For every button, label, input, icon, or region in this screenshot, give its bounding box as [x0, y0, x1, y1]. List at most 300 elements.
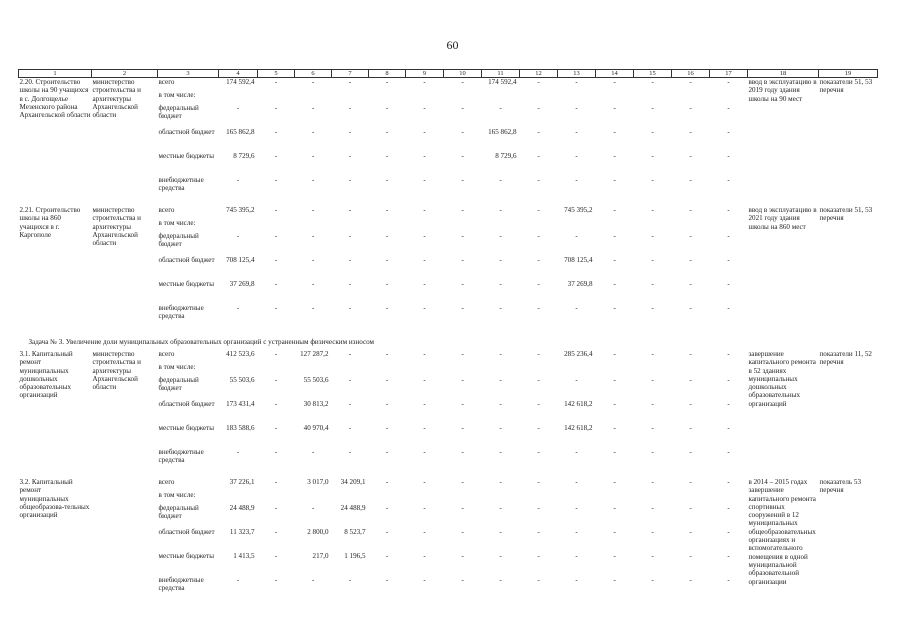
amount-cell: - [311, 280, 315, 288]
amount-cell: - [689, 478, 692, 486]
amount-cell: - [575, 176, 578, 184]
funding-source: всего [158, 206, 175, 214]
indicator: показатели 51, 53 перечня [819, 78, 873, 95]
amount-cell: - [537, 424, 540, 432]
expected-result: завершение капитального ремонта в 52 зданиях муниципальных дошкольных образовательных организаций [748, 350, 816, 408]
amount-cell [332, 91, 369, 104]
funding-source: федеральный бюджет [158, 232, 199, 249]
amount-cell: - [651, 400, 654, 408]
column-number: 10 [444, 70, 482, 78]
amount-cell: - [311, 304, 315, 312]
funding-source: всего [158, 478, 175, 486]
amount-cell [295, 219, 332, 232]
funding-source: всего [158, 78, 175, 86]
amount-cell: - [727, 448, 730, 456]
funding-source: местные бюджеты [158, 152, 215, 160]
amount-cell [444, 219, 482, 232]
amount-cell: - [461, 256, 464, 264]
amount-cell: - [651, 478, 654, 486]
amount-cell: - [274, 256, 278, 264]
amount-cell: - [575, 104, 578, 112]
amount-cell: - [689, 152, 692, 160]
amount-cell: - [575, 152, 578, 160]
amount-cell: - [575, 478, 578, 486]
amount-cell: - [689, 104, 692, 112]
amount-cell: - [348, 256, 352, 264]
amount-cell: 708 125,4 [226, 256, 255, 264]
amount-cell: 745 395,2 [226, 206, 255, 214]
amount-cell: - [274, 152, 278, 160]
amount-cell: - [727, 78, 730, 86]
amount-cell: - [651, 552, 654, 560]
amount-cell: 34 209,1 [340, 478, 366, 486]
amount-cell: - [274, 528, 278, 536]
amount-cell: - [274, 304, 278, 312]
column-number: 3 [158, 70, 219, 78]
amount-cell: - [348, 206, 352, 214]
amount-cell: - [311, 256, 315, 264]
amount-cell: - [613, 478, 616, 486]
funding-source: федеральный бюджет [158, 376, 199, 393]
amount-cell: - [727, 176, 730, 184]
amount-cell: - [689, 424, 692, 432]
amount-cell [596, 91, 634, 104]
amount-cell: 708 125,4 [564, 256, 593, 264]
amount-cell: - [236, 232, 240, 240]
amount-cell: - [274, 206, 278, 214]
amount-cell [710, 363, 748, 376]
amount-cell: - [461, 176, 464, 184]
amount-cell: - [613, 448, 616, 456]
amount-cell: - [689, 176, 692, 184]
amount-cell: - [651, 424, 654, 432]
amount-cell [634, 491, 672, 504]
funding-source: областной бюджет [158, 528, 215, 536]
funding-source: областной бюджет [158, 256, 215, 264]
amount-cell: - [613, 376, 616, 384]
amount-cell: 8 523,7 [344, 528, 366, 536]
amount-cell [558, 91, 596, 104]
amount-cell: - [575, 128, 578, 136]
amount-cell: - [613, 400, 616, 408]
amount-cell [710, 491, 748, 504]
amount-cell [596, 219, 634, 232]
amount-cell: - [423, 104, 426, 112]
amount-cell: - [385, 448, 389, 456]
amount-cell: - [461, 152, 464, 160]
amount-cell: - [274, 280, 278, 288]
amount-cell: - [499, 376, 502, 384]
amount-cell: - [385, 280, 389, 288]
funding-source: внебюджетные средства [158, 576, 204, 593]
amount-cell: - [689, 504, 692, 512]
amount-cell: - [689, 280, 692, 288]
amount-cell: - [423, 304, 426, 312]
spacer [19, 600, 878, 606]
amount-cell: 174 592,4 [226, 78, 255, 86]
amount-cell: - [236, 104, 240, 112]
amount-cell: 745 395,2 [564, 206, 593, 214]
amount-cell: 285 236,4 [564, 350, 593, 358]
amount-cell: - [689, 232, 692, 240]
column-number: 13 [558, 70, 596, 78]
amount-cell: - [499, 232, 502, 240]
amount-cell: - [348, 176, 352, 184]
amount-cell [369, 219, 406, 232]
amount-cell: - [461, 376, 464, 384]
amount-cell: - [423, 128, 426, 136]
amount-cell: - [461, 206, 464, 214]
executor: министерство строительства и архитектуры Архангельской области [92, 206, 141, 248]
amount-cell: - [499, 528, 502, 536]
column-number: 8 [369, 70, 406, 78]
measure-name: 3.2. Капитальный ремонт муниципальных общеобразова-тельных организаций [19, 478, 90, 520]
amount-cell: - [348, 448, 352, 456]
amount-cell: - [727, 152, 730, 160]
amount-cell: - [423, 552, 426, 560]
amount-cell: - [348, 78, 352, 86]
amount-cell: - [727, 304, 730, 312]
amount-cell: - [385, 552, 389, 560]
amount-cell: - [613, 552, 616, 560]
amount-cell [295, 91, 332, 104]
expected-result: ввод в эксплуатацию в 2019 году здания школы на 90 мест [748, 78, 817, 103]
amount-cell: - [461, 400, 464, 408]
amount-cell: - [274, 176, 278, 184]
amount-cell: - [461, 280, 464, 288]
amount-cell: 173 431,4 [226, 400, 255, 408]
amount-cell: - [613, 206, 616, 214]
amount-cell: - [385, 400, 389, 408]
amount-cell [295, 491, 332, 504]
amount-cell: 412 523,6 [226, 350, 255, 358]
amount-cell [596, 363, 634, 376]
amount-cell: - [537, 552, 540, 560]
column-number: 9 [406, 70, 444, 78]
amount-cell: 142 618,2 [564, 400, 593, 408]
amount-cell: - [423, 280, 426, 288]
amount-cell [482, 91, 520, 104]
amount-cell: - [311, 576, 315, 584]
amount-cell: - [348, 376, 352, 384]
amount-cell: - [689, 528, 692, 536]
amount-cell: - [613, 232, 616, 240]
amount-cell: - [499, 256, 502, 264]
amount-cell: - [385, 504, 389, 512]
amount-cell [219, 91, 258, 104]
amount-cell: - [651, 232, 654, 240]
amount-cell: - [613, 576, 616, 584]
amount-cell [672, 363, 710, 376]
funding-source: федеральный бюджет [158, 104, 199, 121]
amount-cell: - [575, 78, 578, 86]
amount-cell: - [348, 280, 352, 288]
amount-cell [332, 219, 369, 232]
amount-cell: - [236, 576, 240, 584]
amount-cell: - [537, 104, 540, 112]
amount-cell: - [651, 176, 654, 184]
task-row [19, 334, 878, 350]
amount-cell: - [651, 304, 654, 312]
table-row [19, 350, 878, 363]
amount-cell: 1 413,5 [233, 552, 255, 560]
amount-cell [258, 491, 295, 504]
amount-cell [444, 363, 482, 376]
amount-cell: - [348, 104, 352, 112]
amount-cell: - [274, 504, 278, 512]
amount-cell: - [727, 528, 730, 536]
amount-cell: - [423, 350, 426, 358]
amount-cell: - [689, 206, 692, 214]
amount-cell: - [689, 350, 692, 358]
amount-cell: - [499, 424, 502, 432]
amount-cell: - [651, 280, 654, 288]
amount-cell: - [274, 552, 278, 560]
amount-cell: - [423, 376, 426, 384]
amount-cell: - [311, 206, 315, 214]
indicator: показатели 51, 53 перечня [819, 206, 873, 223]
amount-cell: - [651, 448, 654, 456]
amount-cell: - [613, 104, 616, 112]
amount-cell: - [423, 478, 426, 486]
amount-cell: - [613, 78, 616, 86]
amount-cell: - [274, 478, 278, 486]
column-number: 2 [92, 70, 158, 78]
amount-cell: - [613, 280, 616, 288]
amount-cell: - [499, 304, 502, 312]
program-table [18, 69, 878, 606]
amount-cell: - [727, 280, 730, 288]
amount-cell: - [499, 280, 502, 288]
amount-cell: - [575, 304, 578, 312]
column-number: 7 [332, 70, 369, 78]
amount-cell [219, 491, 258, 504]
column-number: 17 [710, 70, 748, 78]
amount-cell: - [311, 128, 315, 136]
amount-cell [406, 91, 444, 104]
expected-result: ввод в эксплуатацию в 2021 году здания школы на 860 мест [748, 206, 817, 231]
column-number: 6 [295, 70, 332, 78]
amount-cell: - [423, 400, 426, 408]
amount-cell: 165 862,8 [226, 128, 255, 136]
amount-cell: - [236, 304, 240, 312]
column-number: 5 [258, 70, 295, 78]
amount-cell: - [727, 256, 730, 264]
amount-cell: - [236, 176, 240, 184]
amount-cell: - [461, 232, 464, 240]
amount-cell: 8 729,6 [233, 152, 255, 160]
amount-cell: - [651, 376, 654, 384]
amount-cell: - [537, 128, 540, 136]
column-number: 16 [672, 70, 710, 78]
funding-source: местные бюджеты [158, 552, 215, 560]
amount-cell [258, 91, 295, 104]
amount-cell: - [274, 104, 278, 112]
amount-cell: - [461, 528, 464, 536]
amount-cell [520, 91, 558, 104]
amount-cell [596, 491, 634, 504]
amount-cell: - [613, 504, 616, 512]
amount-cell: 8 729,6 [495, 152, 517, 160]
amount-cell: 37 269,8 [229, 280, 255, 288]
amount-cell: - [651, 576, 654, 584]
spacer-row [19, 600, 878, 606]
indicator: показатель 53 перечня [819, 478, 861, 495]
amount-cell [258, 363, 295, 376]
funding-source: в том числе: [158, 491, 196, 499]
amount-cell: - [613, 176, 616, 184]
amount-cell: - [311, 448, 315, 456]
amount-cell: - [727, 350, 730, 358]
amount-cell: - [727, 400, 730, 408]
amount-cell: - [499, 176, 502, 184]
amount-cell: - [537, 504, 540, 512]
amount-cell: - [537, 400, 540, 408]
amount-cell: - [613, 350, 616, 358]
amount-cell [520, 363, 558, 376]
amount-cell: - [274, 232, 278, 240]
amount-cell [520, 491, 558, 504]
amount-cell: - [423, 448, 426, 456]
amount-cell: - [461, 104, 464, 112]
column-number: 14 [596, 70, 634, 78]
amount-cell: - [727, 376, 730, 384]
amount-cell: - [311, 504, 315, 512]
amount-cell: - [689, 256, 692, 264]
column-number: 4 [219, 70, 258, 78]
amount-cell: - [348, 424, 352, 432]
amount-cell: - [461, 448, 464, 456]
amount-cell: - [423, 78, 426, 86]
amount-cell: - [348, 576, 352, 584]
amount-cell: - [613, 528, 616, 536]
funding-source: местные бюджеты [158, 424, 215, 432]
amount-cell: - [689, 78, 692, 86]
amount-cell: - [613, 304, 616, 312]
amount-cell: - [537, 376, 540, 384]
funding-source: внебюджетные средства [158, 176, 204, 193]
amount-cell: - [689, 576, 692, 584]
amount-cell: - [385, 256, 389, 264]
amount-cell: - [274, 424, 278, 432]
amount-cell: - [727, 576, 730, 584]
amount-cell: - [348, 304, 352, 312]
measure-name: 2.21. Строительство школы на 860 учащихся в г. Каргополе [19, 206, 81, 239]
amount-cell: - [689, 552, 692, 560]
amount-cell: 24 488,9 [229, 504, 255, 512]
amount-cell: - [537, 528, 540, 536]
amount-cell: - [423, 504, 426, 512]
amount-cell [710, 91, 748, 104]
amount-cell: 55 503,6 [303, 376, 329, 384]
amount-cell [558, 363, 596, 376]
amount-cell: - [348, 152, 352, 160]
funding-source: в том числе: [158, 363, 196, 371]
amount-cell: - [461, 350, 464, 358]
column-number-header [19, 70, 878, 78]
executor: министерство строительства и архитектуры Архангельской области [92, 350, 141, 392]
amount-cell: - [689, 304, 692, 312]
column-number: 11 [482, 70, 520, 78]
amount-cell [406, 491, 444, 504]
amount-cell: - [385, 152, 389, 160]
amount-cell: - [499, 206, 502, 214]
amount-cell: - [461, 304, 464, 312]
amount-cell: - [499, 504, 502, 512]
amount-cell [406, 363, 444, 376]
amount-cell: - [613, 256, 616, 264]
column-number: 1 [19, 70, 92, 78]
amount-cell: - [651, 256, 654, 264]
amount-cell [219, 219, 258, 232]
amount-cell: - [461, 504, 464, 512]
executor [92, 478, 158, 600]
amount-cell: - [423, 424, 426, 432]
amount-cell: - [385, 424, 389, 432]
amount-cell: - [348, 400, 352, 408]
amount-cell [444, 491, 482, 504]
amount-cell: - [423, 576, 426, 584]
amount-cell: - [311, 104, 315, 112]
amount-cell: 3 017,0 [307, 478, 329, 486]
table-row [19, 206, 878, 219]
amount-cell: 183 588,6 [226, 424, 255, 432]
amount-cell: - [537, 478, 540, 486]
column-number: 12 [520, 70, 558, 78]
amount-cell: - [385, 104, 389, 112]
amount-cell: 37 269,8 [567, 280, 593, 288]
amount-cell: - [727, 504, 730, 512]
amount-cell: - [499, 552, 502, 560]
amount-cell: - [499, 104, 502, 112]
amount-cell: - [385, 206, 389, 214]
amount-cell [672, 219, 710, 232]
funding-source: в том числе: [158, 219, 196, 227]
amount-cell: - [385, 376, 389, 384]
amount-cell: - [575, 504, 578, 512]
amount-cell: - [385, 304, 389, 312]
column-number: 18 [748, 70, 819, 78]
amount-cell: - [311, 176, 315, 184]
amount-cell: - [537, 304, 540, 312]
amount-cell: - [385, 576, 389, 584]
amount-cell: 37 226,1 [229, 478, 255, 486]
funding-source: федеральный бюджет [158, 504, 199, 521]
amount-cell: - [461, 552, 464, 560]
amount-cell: - [499, 448, 502, 456]
amount-cell: - [499, 576, 502, 584]
amount-cell: - [651, 504, 654, 512]
amount-cell [444, 91, 482, 104]
amount-cell [258, 219, 295, 232]
funding-source: внебюджетные средства [158, 304, 204, 321]
amount-cell: 30 813,2 [303, 400, 329, 408]
amount-cell [558, 491, 596, 504]
page-number: 60 [446, 38, 459, 52]
amount-cell: - [423, 206, 426, 214]
amount-cell: - [423, 152, 426, 160]
amount-cell: - [651, 206, 654, 214]
measure-name: 3.1. Капитальный ремонт муниципальных дошкольных образовательных организаций [19, 350, 73, 400]
funding-source: в том числе: [158, 91, 196, 99]
amount-cell: 11 323,7 [229, 528, 255, 536]
amount-cell: - [537, 350, 540, 358]
amount-cell: - [537, 232, 540, 240]
amount-cell: - [727, 478, 730, 486]
amount-cell [406, 219, 444, 232]
amount-cell: - [651, 78, 654, 86]
amount-cell: - [274, 350, 278, 358]
